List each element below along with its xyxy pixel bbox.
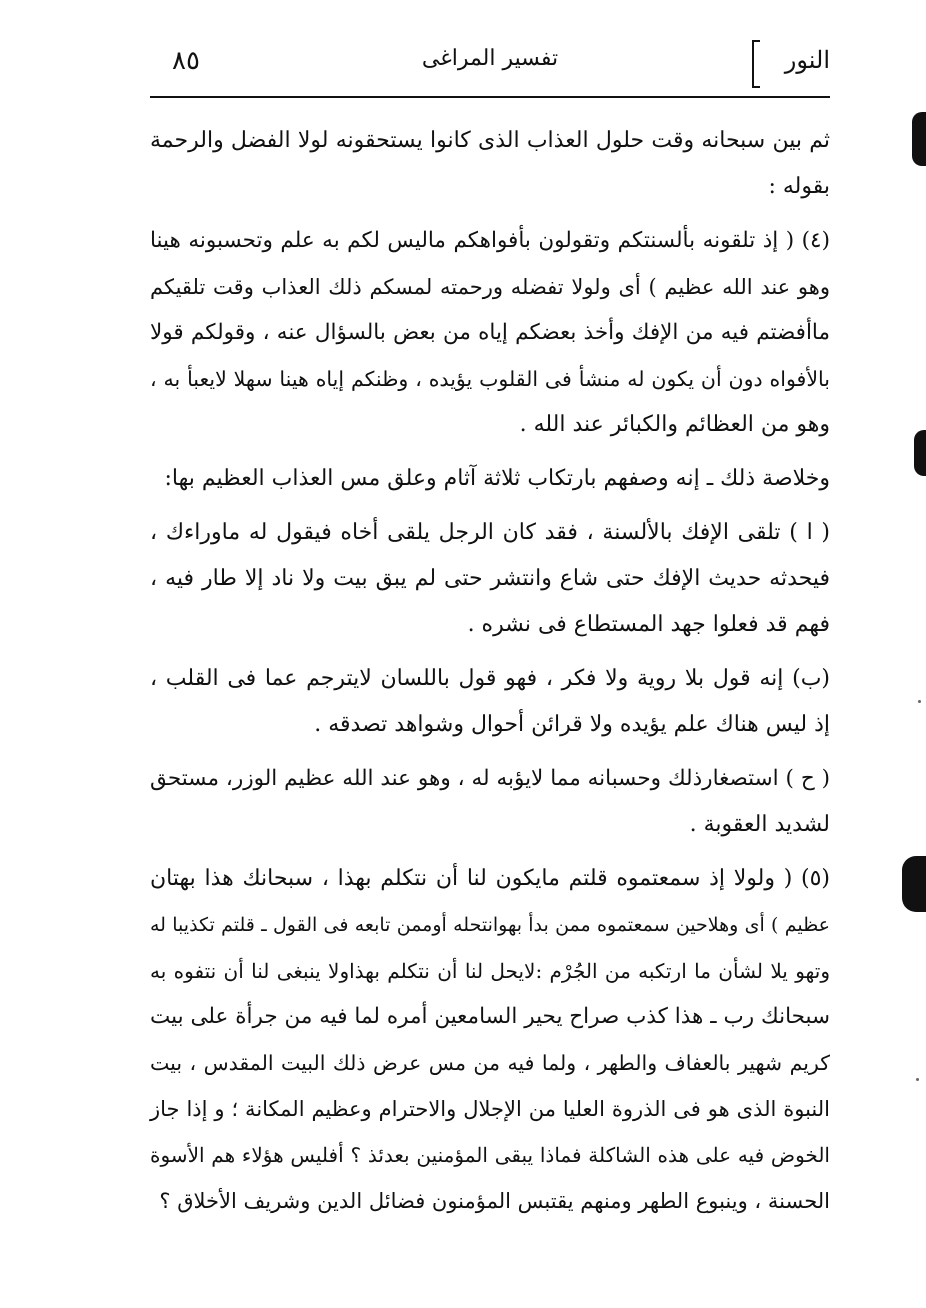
paragraph (150, 456, 830, 502)
paragraph (150, 756, 830, 848)
text-line: وتهو يلا لشأن ما ارتكبه من الجُرْم :لايحل لنا أن نتكلم بهذاولا ينبغى لنا أن نتفوه به (150, 959, 830, 983)
scan-binding-mark (914, 430, 926, 476)
text-line: وخلاصة ذلك ـ إنه وصفهم بارتكاب ثلاثة آثام وعلق مس العذاب العظيم بها: (164, 466, 830, 491)
text-line: (٤) ( إذ تلقونه بألسنتكم وتقولون بأفواهكم ماليس لكم به علم وتحسبونه هينا (150, 228, 830, 253)
text-line: (٥) ( ولولا إذ سمعتموه قلتم مايكون لنا أن نتكلم بهذا ، سبحانك هذا بهتان (150, 866, 830, 891)
text-line: وهو عند الله عظيم ) أى ولولا تفضله ورحمته لمسكم ذلك العذاب وقت تلقيكم (150, 275, 830, 299)
text-line: عظيم ) أى وهلاحين سمعتموه ممن بدأ بهوانتحله أوممن تابعه فى القول ـ قلتم تكذيبا له (150, 914, 830, 936)
text-line: كريم شهير بالعفاف والطهر ، ولما فيه من مس عرض ذلك البيت المقدس ، بيت (150, 1051, 830, 1075)
text-line: النبوة الذى هو فى الذروة العليا من الإجلال والاحترام وعظيم المكانة ؛ و إذا جاز (150, 1097, 830, 1121)
text-line: فهم قد فعلوا جهد المستطاع فى نشره . (467, 612, 830, 637)
text-line: وهو من العظائم والكبائر عند الله . (519, 412, 830, 437)
text-line: إذ ليس هناك علم يؤيده ولا قرائن أحوال وشواهد تصدقه . (314, 712, 830, 737)
page-number: ٨٥ (172, 46, 200, 76)
book-title: تفسير المراغى (421, 46, 559, 71)
text-line: الحسنة ، وينبوع الطهر ومنهم يقتبس المؤمنون فضائل الدين وشريف الأخلاق ؟ (159, 1189, 830, 1213)
scan-dot (916, 1078, 919, 1081)
text-line: بقوله : (768, 174, 830, 199)
header-rule (150, 96, 830, 98)
scan-dot (918, 700, 921, 703)
text-line: سبحانك رب ـ هذا كذب صراح يحير السامعين أمره لما فيه من جرأة على بيت (150, 1004, 830, 1029)
body-text (150, 118, 830, 1232)
paragraph (150, 856, 830, 1224)
chapter-name: النور (784, 46, 830, 74)
text-line: ( ا ) تلقى الإفك بالألسنة ، فقد كان الرجل يلقى أخاه فيقول له ماوراءك ، (150, 520, 830, 545)
text-line: ثم بين سبحانه وقت حلول العذاب الذى كانوا يستحقونه لولا الفضل والرحمة (150, 128, 830, 153)
paragraph (150, 510, 830, 648)
paragraph (150, 656, 830, 748)
paragraph (150, 118, 830, 210)
text-line: لشديد العقوبة . (689, 812, 830, 837)
paragraph (150, 218, 830, 448)
header-bracket (752, 40, 760, 88)
text-line: ماأفضتم فيه من الإفك وأخذ بعضكم إياه من بعض بالسؤال عنه ، وقولكم قولا (150, 320, 830, 345)
scan-binding-mark (902, 856, 926, 912)
text-line: ( ح ) استصغارذلك وحسبانه مما لايؤبه له ، وهو عند الله عظيم الوزر، مستحق (150, 766, 830, 791)
scan-binding-mark (912, 112, 926, 166)
page-header (150, 40, 830, 88)
text-line: الخوض فيه على هذه الشاكلة فماذا يبقى المؤمنين بعدئذ ؟ أفليس هؤلاء هم الأسوة (150, 1143, 830, 1167)
text-line: فيحدثه حديث الإفك حتى شاع وانتشر حتى لم يبق بيت ولا ناد إلا طار فيه ، (150, 566, 830, 591)
text-line: بالأفواه دون أن يكون له منشأ فى القلوب يؤيده ، وظنكم إياه هينا سهلا لايعبأ به ، (150, 367, 830, 391)
text-line: (ب) إنه قول بلا روية ولا فكر ، فهو قول باللسان لايترجم عما فى القلب ، (150, 666, 830, 691)
